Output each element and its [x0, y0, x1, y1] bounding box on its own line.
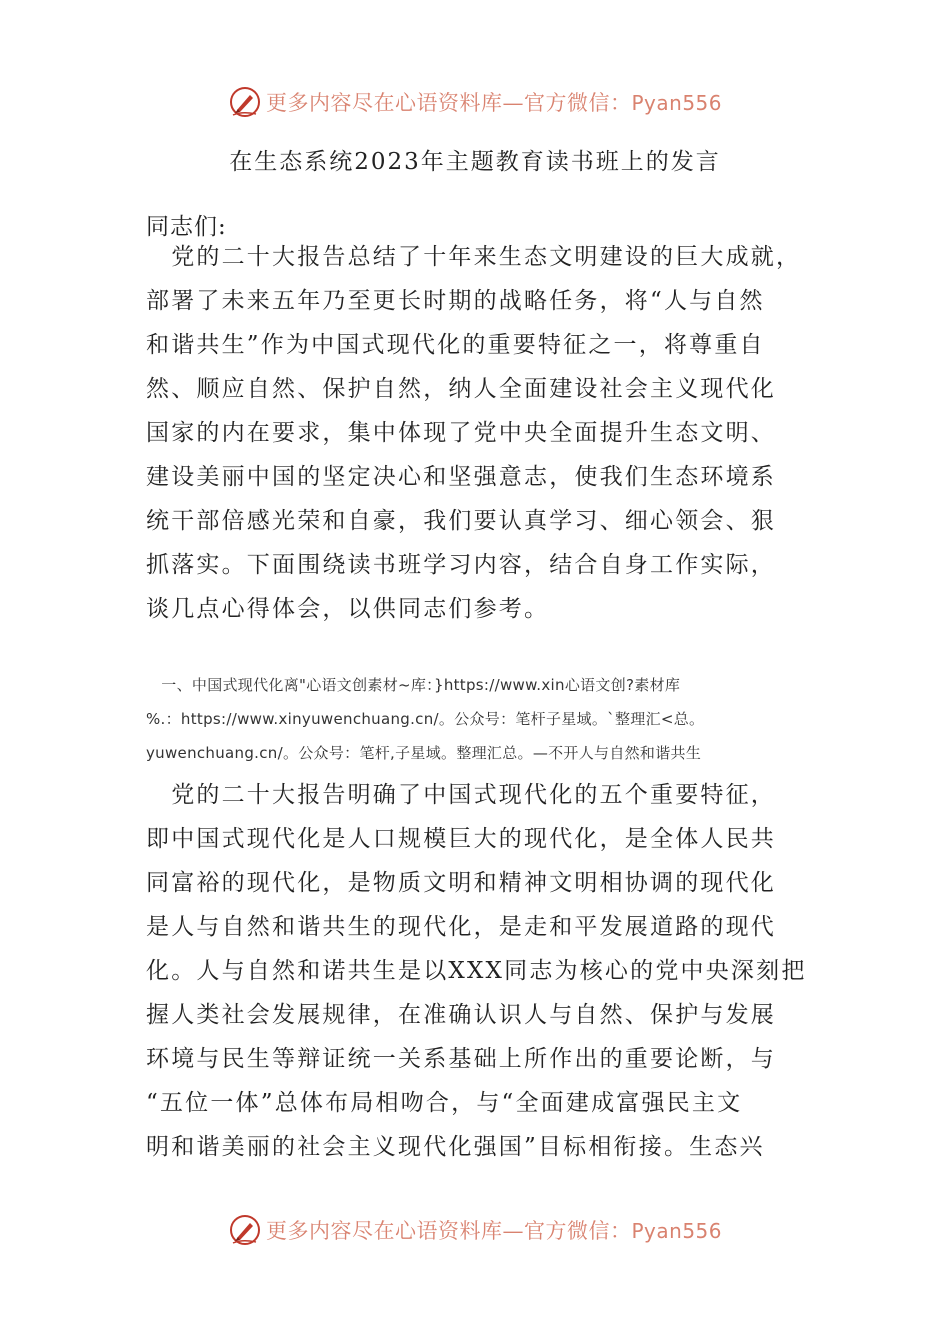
- text-line: 同富裕的现代化，是物质文明和精神文明相协调的现代化: [146, 870, 776, 896]
- text-line: 谈几点心得体会，以供同志们参考。: [146, 596, 550, 622]
- wechat-id: Pyan556: [631, 1219, 722, 1243]
- text-line: 是人与自然和谐共生的现代化，是走和平发展道路的现代: [146, 914, 776, 940]
- banner-slogan: 更多内容尽在心语资料库—官方微信：: [265, 91, 632, 115]
- page-title: 在生态系统2023年主题教育读书班上的发言: [229, 149, 721, 175]
- paragraph-2: [146, 773, 816, 1169]
- heading-line: yuwenchuang.cn/。公众号：笔杆,子星域。整理汇总。—不开人与自然和谐共生: [146, 744, 702, 762]
- salutation: 同志们:: [146, 214, 227, 240]
- footer-banner: [0, 1210, 950, 1250]
- text-line: 化。人与自然和诺共生是以XXX同志为核心的党中央深刻把: [146, 958, 807, 984]
- text-line: 握人类社会发展规律，在准确认识人与自然、保护与发展: [146, 1002, 776, 1028]
- pen-logo-icon: [228, 1213, 262, 1247]
- banner-text: [266, 1215, 722, 1245]
- banner-slogan: 更多内容尽在心语资料库—官方微信：: [265, 1219, 632, 1243]
- text-line: 即中国式现代化是人口规模巨大的现代化，是全体人民共: [146, 826, 776, 852]
- text-line: 统干部倍感光荣和自豪，我们要认真学习、细心领会、狠: [146, 508, 776, 534]
- header-banner: [0, 82, 950, 122]
- text-line: 部署了未来五年乃至更长时期的战略任务，将“人与自然: [146, 288, 765, 314]
- text-line: 党的二十大报告明确了中国式现代化的五个重要特征，: [146, 782, 776, 808]
- banner-text: [266, 87, 722, 117]
- text-line: 和谐共生”作为中国式现代化的重要特征之一，将尊重自: [146, 332, 765, 358]
- text-line: “五位一体”总体布局相吻合，与“全面建成富强民主文: [146, 1090, 743, 1116]
- heading-line: 一、中国式现代化离"心语文创素材~库：}https://www.xin心语文创?素材库: [146, 676, 681, 694]
- section-heading-1: [146, 668, 826, 770]
- text-line: 明和谐美丽的社会主义现代化强国”目标相衔接。生态兴: [146, 1134, 765, 1160]
- text-line: 国家的内在要求，集中体现了党中央全面提升生态文明、: [146, 420, 776, 446]
- wechat-id: Pyan556: [631, 91, 722, 115]
- pen-logo-icon: [228, 85, 262, 119]
- text-line: 环境与民生等辩证统一关系基础上所作出的重要论断，与: [146, 1046, 776, 1072]
- text-line: 抓落实。下面围绕读书班学习内容，结合自身工作实际，: [146, 552, 776, 578]
- text-line: 建设美丽中国的坚定决心和坚强意志，使我们生态环境系: [146, 464, 776, 490]
- paragraph-1: [146, 235, 816, 631]
- heading-line: %.：https://www.xinyuwenchuang.cn/。公众号：笔杆子星域。`整理汇<总。: [146, 710, 705, 728]
- text-line: 然、顺应自然、保护自然，纳人全面建设社会主义现代化: [146, 376, 776, 402]
- text-line: 党的二十大报告总结了十年来生态文明建设的巨大成就，: [146, 244, 802, 270]
